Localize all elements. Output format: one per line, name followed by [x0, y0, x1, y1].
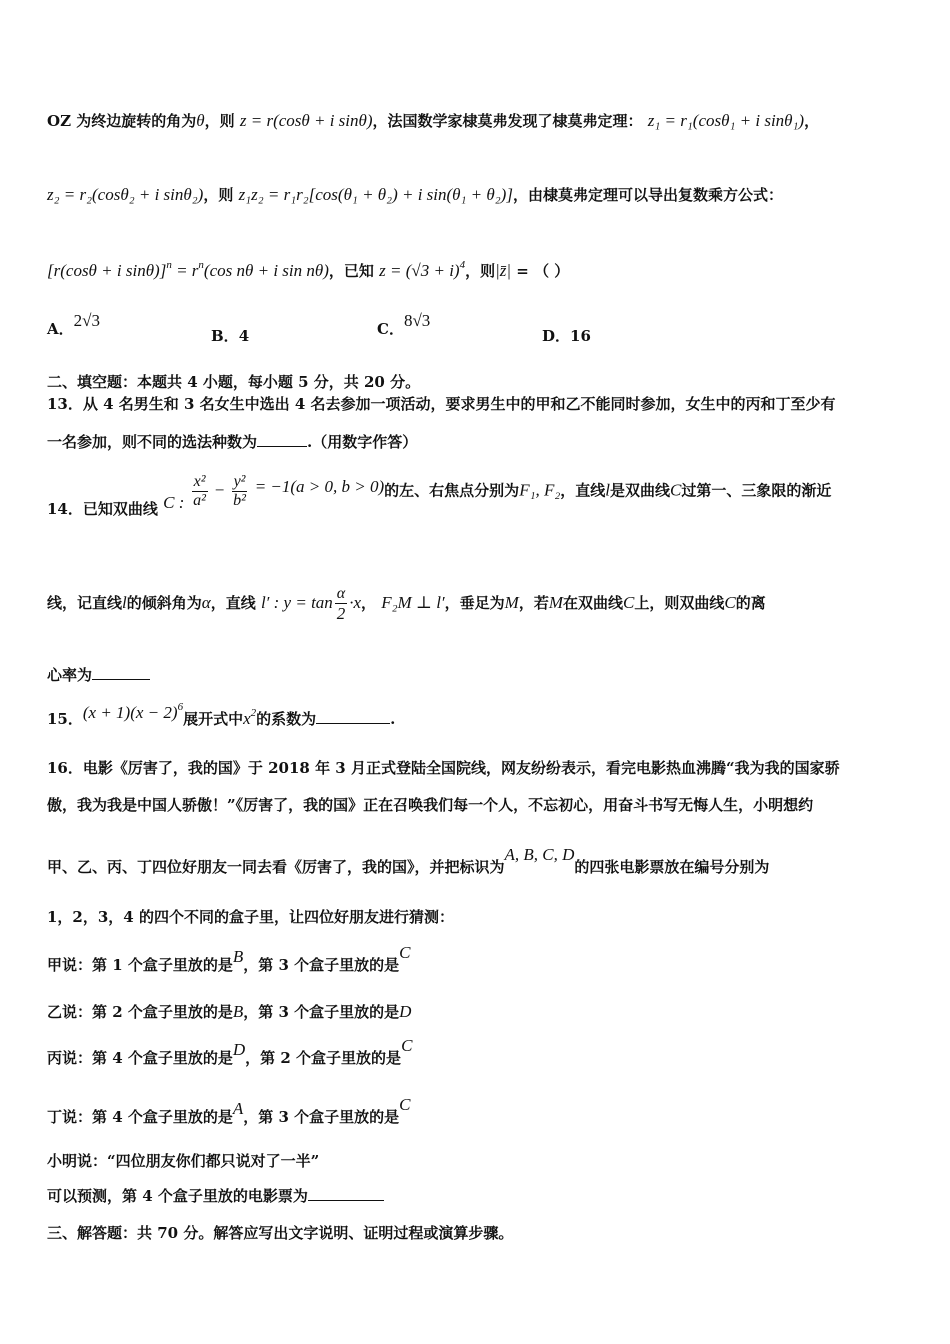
option-value: 16 — [570, 327, 591, 345]
text: 丁说：第 4 个盒子里放的是 — [47, 1108, 233, 1126]
text: ，则 — [204, 112, 235, 130]
text: 甲、乙、丙、丁四位好朋友一同去看《厉害了，我的国》，并把标识为 — [47, 858, 505, 876]
text: ，第 3 个盒子里放的是 — [243, 1108, 400, 1126]
fraction-alpha-2 — [335, 586, 347, 622]
formula-theta: θ — [196, 111, 205, 130]
text: ，已知 — [328, 262, 374, 280]
text: ，第 3 个盒子里放的是 — [243, 956, 400, 974]
text: . — [390, 710, 396, 728]
formula-c: C — [670, 480, 682, 500]
formula-c: C — [724, 593, 736, 612]
section-heading-fill-in: 二、填空题：本题共 4 小题，每小题 5 分，共 20 分。 — [47, 373, 421, 391]
formula-b: B — [232, 947, 244, 966]
text: 的离 — [735, 594, 766, 612]
guess-bing — [47, 1036, 908, 1067]
text: ， — [804, 112, 820, 130]
text: ，则 — [203, 186, 234, 204]
formula-c: C — [399, 943, 411, 962]
q16-line-4: 1，2，3，4 的四个不同的盒子里，让四位好朋友进行猜测： — [47, 908, 454, 926]
text: ，第 3 个盒子里放的是 — [243, 1003, 400, 1021]
text: ，垂足为 — [444, 594, 505, 612]
text: ，直线 — [560, 481, 606, 500]
formula-l: l — [122, 593, 127, 612]
formula-l: l — [605, 480, 611, 500]
text: 一名参加，则不同的选法种数为 — [47, 433, 258, 451]
text: 展开式中 — [183, 710, 244, 728]
text: 的左、右焦点分别为 — [384, 481, 520, 500]
answer-blank[interactable] — [316, 711, 390, 724]
answer-blank[interactable] — [92, 667, 150, 680]
formula-demoivre-cos: (cos nθ + i sin nθ) — [203, 261, 329, 280]
option-b — [211, 325, 249, 346]
text: 上，则双曲线 — [634, 594, 725, 612]
text: .（用数字作答） — [307, 433, 418, 451]
text: ，由棣莫弗定理可以导出复数乘方公式： — [512, 186, 783, 204]
formula-hyperbola-tail: = −1(a > 0, b > 0) — [254, 476, 385, 496]
fraction-x2-a2 — [192, 474, 208, 509]
formula-dot-x: ·x — [349, 593, 361, 612]
text: ，直线 — [210, 594, 256, 612]
formula-tickets: A, B, C, D — [504, 845, 575, 864]
option-label: D． — [542, 327, 571, 345]
text: 丙说：第 4 个盒子里放的是 — [47, 1049, 233, 1067]
q13-line-1: 13．从 4 名男生和 3 名女生中选出 4 名去参加一项活动，要求男生中的甲和乙不能同时参加，女生中的丙和丁至少有 — [47, 395, 836, 413]
option-value: 8√3 — [403, 311, 431, 330]
text: 14．已知双曲线 — [47, 499, 158, 518]
text: ，法国数学家棣莫弗发现了棣莫弗定理： — [372, 112, 643, 130]
formula-c: C — [399, 1095, 411, 1114]
option-label: A． — [47, 320, 74, 338]
prediction-line — [47, 1188, 908, 1204]
q15-line — [47, 701, 908, 728]
denominator: b² — [233, 492, 246, 509]
numerator: α — [336, 585, 346, 602]
q16-line-1: 16．电影《厉害了，我的国》于 2018 年 3 月正式登陆全国院线，网友纷纷表示，看完电影热血沸腾“我为我的国家骄 — [47, 759, 840, 777]
q16-line-3 — [47, 845, 908, 876]
text-line-1 — [47, 112, 908, 129]
formula-d: D — [232, 1040, 246, 1059]
text: ，第 2 个盒子里放的是 — [245, 1049, 402, 1067]
text: = （ ） — [511, 262, 570, 280]
fraction-y2-b2 — [232, 474, 248, 509]
formula-a: A — [232, 1099, 244, 1118]
formula-c: C — [623, 593, 635, 612]
text: 过第一、三象限的渐近 — [681, 481, 832, 500]
formula-perpendicular: F₂M ⊥ l′ — [381, 593, 445, 612]
q13-line-2 — [47, 434, 908, 450]
formula-abs-zbar: |z̄| — [495, 261, 512, 280]
text: OZ 为终边旋转的角为 — [47, 112, 197, 130]
formula-z1z2: z₁z₂ = r₁r₂[cos(θ₁ + θ₂) + i sin(θ₁ + θ₂)] — [238, 185, 513, 204]
text: 的系数为 — [256, 710, 317, 728]
q14-line-3 — [47, 667, 908, 683]
text: 线，记直线 — [47, 594, 123, 612]
q14-line-2 — [47, 586, 908, 622]
formula-sup: 4 — [459, 259, 466, 271]
text: 在双曲线 — [563, 594, 624, 612]
option-a — [47, 311, 100, 339]
answer-blank[interactable] — [308, 1188, 384, 1201]
formula-sup: 2 — [250, 707, 257, 719]
text: ，则 — [465, 262, 496, 280]
answer-blank[interactable] — [257, 434, 307, 447]
guess-ding — [47, 1095, 908, 1126]
denominator: 2 — [336, 604, 346, 623]
guess-jia — [47, 943, 908, 974]
formula-m: M — [504, 593, 519, 612]
text: 15． — [47, 710, 83, 728]
text: 是双曲线 — [610, 481, 671, 500]
option-value: 2√3 — [73, 311, 100, 330]
formula-c: C : — [163, 492, 185, 512]
formula-z1: z₁ = r₁(cosθ₁ + i sinθ₁) — [647, 111, 805, 130]
denominator: a² — [193, 492, 206, 509]
text: 可以预测，第 4 个盒子里放的电影票为 — [47, 1187, 308, 1205]
formula-z2: z₂ = r₂(cosθ₂ + i sinθ₂) — [47, 185, 204, 204]
text: 乙说：第 2 个盒子里放的是 — [47, 1003, 233, 1021]
xiaoming-statement: 小明说：“四位朋友你们都只说对了一半” — [47, 1152, 320, 1170]
formula-sup: 6 — [177, 701, 184, 713]
numerator: x² — [193, 473, 206, 490]
guess-yi — [47, 1003, 908, 1020]
formula-expansion: (x + 1)(x − 2) — [82, 703, 178, 722]
formula-z-given: z = (√3 + i) — [379, 261, 460, 280]
q16-line-2: 傲，我为我是中国人骄傲！”《厉害了，我的国》正在召唤我们每一个人，不忘初心，用奋斗书写无悔人生，小明想约 — [47, 796, 814, 814]
text: ，若 — [518, 594, 549, 612]
text: 的倾斜角为 — [126, 594, 202, 612]
formula-sup: n — [166, 259, 172, 271]
option-value: 4 — [238, 327, 250, 345]
numerator: y² — [233, 473, 246, 490]
option-label: C． — [377, 320, 404, 338]
formula-lprime: l′ : y = tan — [260, 593, 333, 612]
formula-z-polar: z = r(cosθ + i sinθ) — [239, 111, 373, 130]
text: 心率为 — [47, 666, 93, 684]
text-line-2 — [47, 186, 908, 203]
option-c — [377, 311, 431, 339]
formula-minus: − — [214, 480, 225, 500]
text: 的四张电影票放在编号分别为 — [574, 858, 770, 876]
option-label: B． — [211, 327, 239, 345]
section-heading-solutions: 三、解答题：共 70 分。解答应写出文字说明、证明过程或演算步骤。 — [47, 1224, 514, 1242]
formula-demoivre-lhs: [r(cosθ + i sinθ)] — [47, 261, 167, 280]
option-d — [542, 325, 591, 346]
formula-b: B — [232, 1002, 244, 1021]
formula-x: x — [243, 709, 251, 728]
text: ， — [361, 594, 377, 612]
formula-d: D — [399, 1002, 412, 1021]
formula-demoivre-rhs: = r — [171, 261, 199, 280]
formula-foci: F₁, F₂ — [519, 480, 561, 500]
text: 甲说：第 1 个盒子里放的是 — [47, 956, 233, 974]
formula-m: M — [548, 593, 564, 612]
formula-alpha: α — [201, 593, 211, 612]
formula-sup: n — [198, 259, 204, 271]
q14-line-1 — [47, 473, 908, 518]
formula-c: C — [401, 1036, 413, 1055]
text-line-3 — [47, 259, 908, 280]
